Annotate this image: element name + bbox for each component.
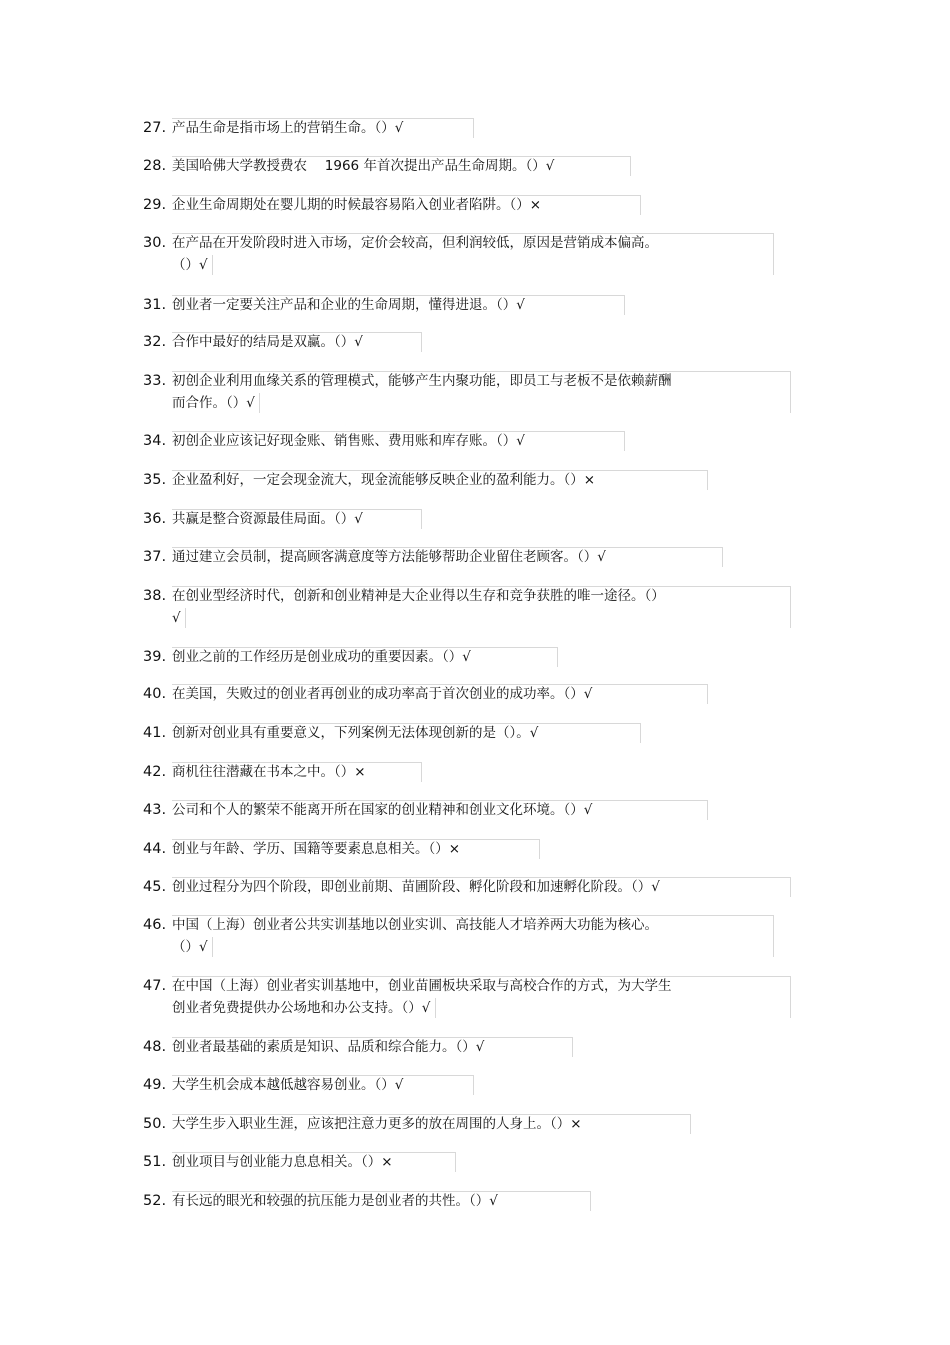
question-text-line: 创业者最基础的素质是知识、品质和综合能力。（）√	[172, 1039, 485, 1055]
answer-field-box	[172, 647, 558, 667]
answer-field-box	[172, 976, 791, 1018]
line-end-marker	[212, 937, 213, 957]
answer-field-box	[172, 233, 774, 275]
answer-field-box	[172, 915, 774, 957]
answer-field-box	[172, 1191, 591, 1211]
question-text-line: 合作中最好的结局是双赢。（）√	[172, 334, 363, 350]
answer-field-box	[172, 1114, 691, 1134]
question-number: 46.	[143, 917, 167, 933]
answer-field-box	[172, 1037, 573, 1057]
question-text-line: 美国哈佛大学教授费农 1966 年首次提出产品生命周期。（）√	[172, 158, 555, 174]
answer-field-box	[172, 800, 708, 820]
answer-field-box	[172, 684, 708, 704]
answer-field-box	[172, 195, 641, 215]
question-number: 47.	[143, 978, 167, 994]
question-number: 52.	[143, 1193, 167, 1209]
question-text-line: （）√	[172, 257, 208, 273]
line-end-marker	[185, 608, 186, 628]
question-text-line: 有长远的眼光和较强的抗压能力是创业者的共性。（）√	[172, 1193, 498, 1209]
question-text-line: 初创企业利用血缘关系的管理模式，能够产生内聚功能，即员工与老板不是依赖薪酬	[172, 373, 672, 389]
question-number: 41.	[143, 725, 167, 741]
question-text-line: 创新对创业具有重要意义，下列案例无法体现创新的是（）。√	[172, 725, 539, 741]
answer-field-box	[172, 547, 723, 567]
question-number: 48.	[143, 1039, 167, 1055]
answer-field-box	[172, 371, 791, 413]
question-number: 39.	[143, 649, 167, 665]
question-number: 51.	[143, 1154, 167, 1170]
question-text-line: √	[172, 610, 181, 626]
line-end-marker	[259, 393, 260, 413]
question-text-line: （）√	[172, 939, 208, 955]
line-end-marker	[435, 998, 436, 1018]
answer-field-box	[172, 509, 422, 529]
question-number: 27.	[143, 120, 167, 136]
answer-field-box	[172, 1152, 456, 1172]
question-number: 50.	[143, 1116, 167, 1132]
question-text-line: 初创企业应该记好现金账、销售账、费用账和库存账。（）√	[172, 433, 525, 449]
answer-field-box	[172, 156, 631, 176]
answer-field-box	[172, 431, 625, 451]
answer-field-box	[172, 332, 422, 352]
question-text-line: 中国（上海）创业者公共实训基地以创业实训、高技能人才培养两大功能为核心。	[172, 917, 658, 933]
question-text-line: 创业项目与创业能力息息相关。（）×	[172, 1154, 393, 1170]
question-text-line: 大学生步入职业生涯，应该把注意力更多的放在周围的人身上。（）×	[172, 1116, 582, 1132]
line-end-marker	[212, 255, 213, 275]
answer-field-box	[172, 723, 641, 743]
question-text-line: 在美国，失败过的创业者再创业的成功率高于首次创业的成功率。（）√	[172, 686, 593, 702]
question-number: 30.	[143, 235, 167, 251]
question-number: 34.	[143, 433, 167, 449]
question-text-line: 创业过程分为四个阶段，即创业前期、苗圃阶段、孵化阶段和加速孵化阶段。（）√	[172, 879, 660, 895]
answer-field-box	[172, 586, 791, 628]
question-number: 49.	[143, 1077, 167, 1093]
question-text-line: 在产品在开发阶段时进入市场，定价会较高，但利润较低，原因是营销成本偏高。	[172, 235, 658, 251]
question-text-line: 共赢是整合资源最佳局面。（）√	[172, 511, 363, 527]
question-text-line: 在创业型经济时代，创新和创业精神是大企业得以生存和竞争获胜的唯一途径。（）	[172, 588, 665, 604]
question-text-line: 企业盈利好，一定会现金流大，现金流能够反映企业的盈利能力。（）×	[172, 472, 596, 488]
question-number: 45.	[143, 879, 167, 895]
answer-field-box	[172, 470, 708, 490]
question-text-line: 而合作。（）√	[172, 395, 255, 411]
question-text-line: 产品生命是指市场上的营销生命。（）√	[172, 120, 404, 136]
question-number: 42.	[143, 764, 167, 780]
answer-field-box	[172, 1075, 474, 1095]
question-text-line: 大学生机会成本越低越容易创业。（）√	[172, 1077, 404, 1093]
answer-field-box	[172, 877, 791, 897]
question-text-line: 创业之前的工作经历是创业成功的重要因素。（）√	[172, 649, 471, 665]
question-number: 36.	[143, 511, 167, 527]
question-text-line: 通过建立会员制，提高顾客满意度等方法能够帮助企业留住老顾客。（）√	[172, 549, 606, 565]
question-number: 33.	[143, 373, 167, 389]
question-number: 31.	[143, 297, 167, 313]
question-number: 40.	[143, 686, 167, 702]
question-number: 32.	[143, 334, 167, 350]
answer-field-box	[172, 762, 422, 782]
question-number: 29.	[143, 197, 167, 213]
question-text-line: 创业者免费提供办公场地和办公支持。（）√	[172, 1000, 431, 1016]
answer-field-box	[172, 295, 625, 315]
answer-field-box	[172, 839, 540, 859]
question-text-line: 创业者一定要关注产品和企业的生命周期，懂得进退。（）√	[172, 297, 525, 313]
answer-field-box	[172, 118, 474, 138]
question-text-line: 商机往往潜藏在书本之中。（）×	[172, 764, 366, 780]
question-number: 28.	[143, 158, 167, 174]
question-text-line: 创业与年龄、学历、国籍等要素息息相关。（）×	[172, 841, 461, 857]
question-number: 37.	[143, 549, 167, 565]
question-number: 38.	[143, 588, 167, 604]
question-number: 43.	[143, 802, 167, 818]
question-text-line: 企业生命周期处在婴儿期的时候最容易陷入创业者陷阱。（）×	[172, 197, 542, 213]
question-text-line: 公司和个人的繁荣不能离开所在国家的创业精神和创业文化环境。（）√	[172, 802, 593, 818]
question-number: 44.	[143, 841, 167, 857]
question-number: 35.	[143, 472, 167, 488]
question-text-line: 在中国（上海）创业者实训基地中，创业苗圃板块采取与高校合作的方式，为大学生	[172, 978, 672, 994]
